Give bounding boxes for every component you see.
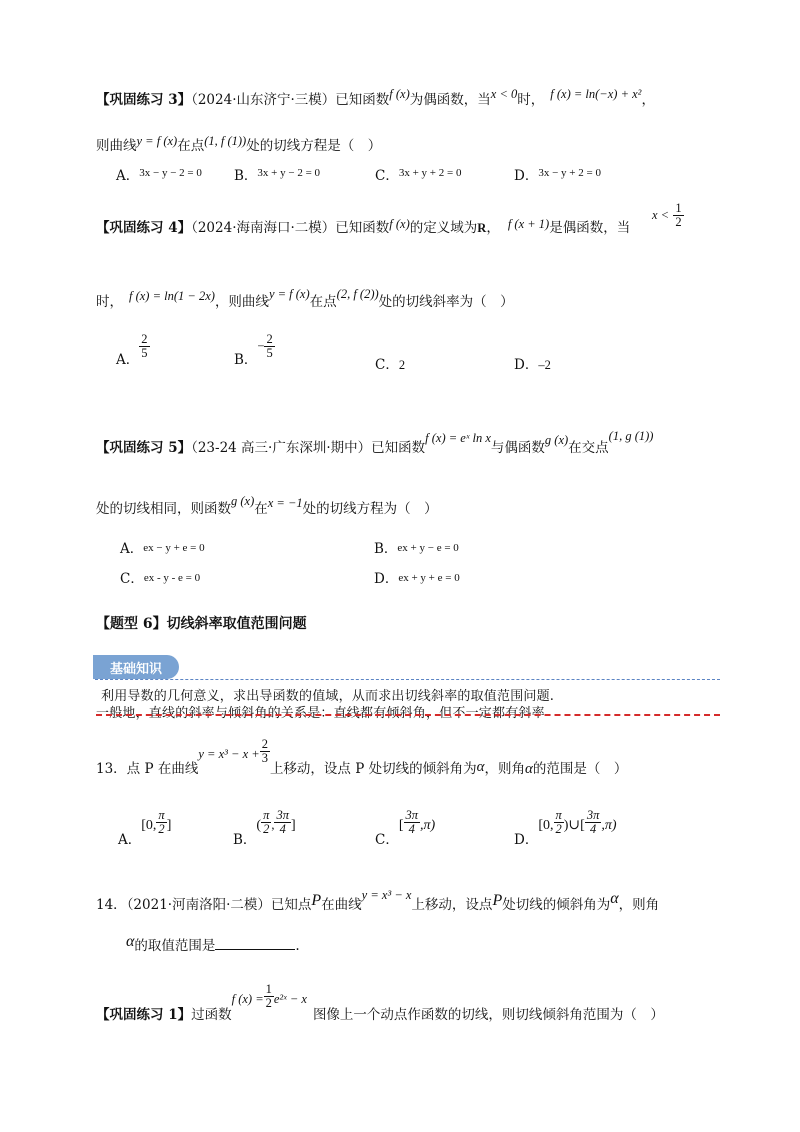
practice1-text: 图像上一个动点作函数的切线，则切线倾斜角范围为（ ） (312, 1007, 664, 1023)
denominator: 4 (408, 822, 415, 837)
math-formula: f (x) = ln(1 − 2x) (129, 289, 215, 303)
math-formula: f (x) = ln(−x) + x² (550, 87, 642, 101)
numerator: π (555, 808, 562, 822)
math-P: P (492, 892, 503, 909)
practice4-text: 已知函数 (335, 220, 390, 236)
denominator: 2 (555, 822, 562, 837)
practice3-line1 (96, 88, 655, 108)
option-key: C． (120, 571, 144, 587)
math: ,π) (420, 818, 436, 833)
option-d[interactable] (514, 353, 551, 373)
fraction (274, 809, 291, 836)
practice4-text: ，则曲线 (214, 294, 269, 310)
option-key: D． (374, 571, 399, 587)
option-b[interactable] (233, 808, 296, 848)
question-text: 上移动，设点 (411, 897, 493, 913)
math: ] (166, 818, 172, 833)
option-key: B． (374, 541, 398, 557)
practice5-source: （23-24 高三·广东深圳·期中） (191, 440, 372, 456)
math: ,π) (601, 818, 617, 833)
option-b[interactable] (234, 164, 320, 184)
option-text: 3x − y + 2 = 0 (538, 167, 601, 179)
option-key: D． (514, 168, 539, 184)
practice5-text: 处的切线相同，则函数 (96, 501, 231, 517)
basic-knowledge-badge: 基础知识 (93, 655, 179, 679)
option-c[interactable] (375, 164, 461, 184)
math-curve: y = x³ − x + (198, 747, 260, 761)
practice4-source: （2024·海南海口·二模） (191, 220, 336, 236)
denominator: 4 (589, 822, 597, 837)
option-text: 3x + y − 2 = 0 (257, 167, 321, 179)
math-point: (1, f (1)) (204, 134, 247, 148)
option-text: ex - y - e = 0 (143, 572, 201, 584)
practice4-text: 时， (96, 294, 123, 310)
numerator: 3π (586, 808, 600, 822)
option-text: ex + y − e = 0 (397, 542, 459, 554)
math-alpha: α (476, 759, 485, 775)
math-condition: x < 0 (490, 87, 518, 101)
numerator: π (263, 808, 270, 822)
fraction (264, 333, 274, 360)
option-key: A． (118, 832, 142, 848)
practice5-text: 已知函数 (371, 440, 426, 456)
math: [ (398, 818, 404, 833)
option-text: 3x + y + 2 = 0 (398, 167, 462, 179)
practice3-text: 已知函数 (335, 92, 390, 108)
math-lhs: f (x) = (231, 992, 264, 1006)
question-text: ，则角 (484, 761, 525, 777)
practice4-text: ， (486, 220, 500, 236)
math-fx: f (x) (389, 87, 410, 101)
option-b[interactable] (374, 537, 459, 557)
fraction (156, 809, 166, 836)
denominator: 2 (265, 996, 272, 1011)
math-cond: x < (652, 208, 670, 223)
math: [0, (538, 818, 554, 833)
info-line-2: 一般地，直线的斜率与倾斜角的关系是：直线都有倾斜角，但不一定都有斜率 (96, 706, 545, 721)
option-c[interactable] (120, 567, 200, 587)
question-text: . (295, 938, 300, 954)
option-key: C． (375, 832, 399, 848)
numerator: 2 (261, 737, 268, 751)
math-R: R (477, 221, 487, 235)
fraction (139, 333, 149, 360)
option-key: A． (120, 541, 144, 557)
practice3-text: 处的切线方程是（ ） (246, 138, 382, 154)
question-14-line2 (126, 934, 300, 955)
option-c[interactable] (375, 808, 436, 848)
question-number: 14． (96, 897, 127, 913)
denominator: 4 (279, 822, 286, 837)
practice3-text: 则曲线 (96, 138, 137, 154)
option-key: C． (375, 357, 399, 373)
practice3-text: 在点 (177, 138, 205, 154)
red-underline (96, 714, 720, 716)
question-text: 上移动，设点 P 处切线的倾斜角为 (269, 761, 477, 777)
math-curve: y = x³ − x (361, 888, 412, 902)
fraction (260, 738, 270, 765)
math-formula: f (x) = eˣ ln x (425, 431, 491, 445)
math-gx: g (x) (231, 494, 255, 508)
option-key: B． (234, 352, 258, 369)
section-title: 【题型 6】切线斜率取值范围问题 (96, 616, 307, 632)
math-fx1: f (x + 1) (507, 217, 550, 231)
fraction (585, 809, 602, 836)
practice4-line2 (96, 287, 514, 310)
question-text: 在曲线 (321, 897, 362, 913)
denominator: 5 (141, 346, 148, 361)
practice4-line1 (96, 216, 630, 236)
denominator: 2 (158, 822, 165, 837)
option-d[interactable] (514, 164, 601, 184)
math-alpha: α (126, 933, 135, 950)
math-alpha: α (524, 761, 533, 777)
numerator: 3π (405, 808, 419, 822)
question-source: （2021·河南洛阳·二模） (126, 897, 271, 913)
practice5-text: 在 (254, 501, 268, 517)
answer-blank[interactable] (215, 937, 295, 950)
question-13 (96, 737, 628, 777)
math-rhs: e²ˣ − x (273, 992, 307, 1006)
option-c[interactable] (375, 353, 405, 373)
minus-sign: − (257, 339, 265, 354)
option-a[interactable] (116, 332, 150, 369)
practice5-text: 处的切线方程为（ ） (302, 501, 438, 517)
option-text: 2 (398, 358, 406, 372)
fraction (404, 809, 421, 836)
numerator: 1 (675, 201, 682, 215)
info-line-1: 利用导数的几何意义，求出导函数的值域，从而求出切线斜率的取值范围问题. (101, 689, 555, 704)
math-point: (1, g (1)) (608, 429, 654, 443)
option-d[interactable] (374, 567, 460, 587)
practice1-line (96, 982, 664, 1023)
option-text: ex − y + e = 0 (143, 542, 205, 554)
option-b[interactable] (234, 332, 275, 369)
math-P: P (311, 892, 322, 909)
math-curve: y = f (x) (136, 134, 178, 148)
question-text: 已知点 (270, 897, 312, 913)
option-key: C． (375, 168, 399, 184)
numerator: 3π (276, 808, 289, 822)
option-key: B． (234, 168, 258, 184)
option-key: A． (116, 168, 140, 184)
math-xval: x = −1 (267, 496, 303, 510)
practice5-text: 在交点 (568, 440, 609, 456)
option-text: –2 (538, 358, 551, 372)
denominator: 2 (263, 822, 270, 837)
practice4-text: 处的切线斜率为（ ） (378, 294, 514, 310)
practice3-source: （2024·山东济宁·三模） (191, 92, 336, 108)
practice3-text: ， (641, 92, 655, 108)
math-cond-fraction (652, 202, 684, 229)
math: )∪[ (563, 818, 585, 833)
practice1-label: 【巩固练习 1】 (96, 1007, 192, 1023)
denominator: 2 (675, 215, 682, 230)
question-text: 处切线的倾斜角为 (502, 897, 611, 913)
denominator: 5 (266, 346, 273, 361)
question-text: ，则角 (618, 897, 660, 913)
option-key: D． (514, 832, 539, 848)
math: , (271, 818, 275, 832)
option-key: D． (514, 357, 539, 373)
practice4-text: 是偶函数，当 (549, 220, 631, 236)
question-text: 的取值范围是 (134, 938, 216, 954)
option-a[interactable] (116, 164, 202, 184)
denominator: 3 (261, 751, 268, 766)
question-14 (96, 888, 660, 914)
math-gx: g (x) (544, 433, 569, 447)
numerator: π (158, 808, 165, 822)
option-d[interactable] (514, 808, 617, 848)
practice5-line1 (96, 429, 654, 456)
math-fx: f (x) (389, 217, 410, 231)
practice4-label: 【巩固练习 4】 (96, 220, 192, 236)
fraction (673, 202, 683, 229)
option-a[interactable] (118, 808, 172, 848)
divider (95, 679, 720, 680)
practice3-text: 为偶函数，当 (409, 92, 491, 108)
practice3-label: 【巩固练习 3】 (96, 92, 192, 108)
practice1-text: 过函数 (191, 1007, 232, 1023)
math: ( (256, 818, 262, 833)
practice4-text: 在点 (309, 294, 337, 310)
question-number: 13．点 P 在曲线 (96, 761, 199, 777)
option-text: 3x − y − 2 = 0 (139, 167, 202, 179)
practice5-label: 【巩固练习 5】 (96, 440, 192, 456)
practice5-line2 (96, 494, 438, 517)
fraction (261, 809, 271, 836)
numerator: 2 (141, 332, 148, 346)
practice5-text: 与偶函数 (490, 440, 545, 456)
practice3-line2 (96, 134, 381, 154)
option-key: A． (116, 352, 140, 369)
option-text: ex + y + e = 0 (398, 572, 460, 584)
math-alpha: α (610, 890, 619, 907)
question-text: 的范围是（ ） (532, 761, 628, 777)
option-a[interactable] (120, 537, 205, 557)
practice3-text: 时， (517, 92, 545, 108)
practice4-text: 的定义域为 (409, 220, 478, 236)
math: [0, (141, 818, 157, 833)
math: ] (291, 818, 296, 833)
math-point: (2, f (2)) (336, 287, 379, 301)
numerator: 2 (266, 332, 273, 346)
fraction (264, 983, 274, 1010)
option-key: B． (233, 832, 257, 848)
math-curve: y = f (x) (268, 287, 310, 301)
numerator: 1 (265, 982, 272, 996)
fraction (554, 809, 564, 836)
